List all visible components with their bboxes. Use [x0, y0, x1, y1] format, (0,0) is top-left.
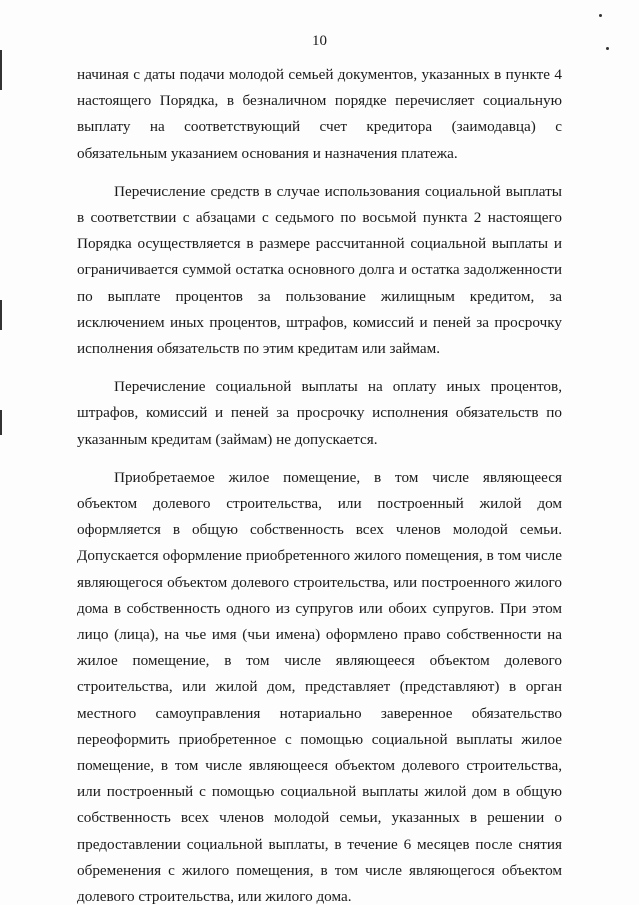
- paragraph: Перечисление средств в случае использования социальной выплаты в соответствии с абзацами с седьмого по восьмой пункта 2 настоящего Порядка осуществляется в размере рассчитанной социальной выплаты и ограничивается суммой остатка основного долга и остатка задолженности по выплате процентов за пользование жилищным кредитом, за исключением иных процентов, штрафов, комиссий и пеней за просрочку исполнения обязательств по этим кредитам или займам.: [77, 182, 562, 358]
- paragraph: Приобретаемое жилое помещение, в том числе являющееся объектом долевого строительства, или построенный жилой дом оформляется в общую собственность всех членов молодой семьи. Допускается оформление приобретенного жилого помещения, в том числе являющегося объектом долевого строительства, или построенного жилого дома в собственность одного из супругов или обоих супругов. При этом лицо (лица), на чье имя (чьи имена) оформлено право собственности на жилое помещение, в том числе являющееся объектом долевого строительства, или жилой дом, представляет (представляют) в орган местного самоуправления нотариально заверенное обязательство переоформить приобретенное с помощью социальной выплаты жилое помещение, в том числе являющееся объектом долевого строительства, или построенный с помощью социальной выплаты жилой дом в общую собственность всех членов молодой семьи, указанных в решении о предоставлении социальной выплаты, в течение 6 месяцев после снятия обременения с жилого помещения, в том числе являющегося объектом долевого строительства, или жилого дома.: [77, 468, 562, 905]
- scan-mark: [0, 300, 2, 330]
- scan-mark: [599, 14, 602, 17]
- scan-mark: [0, 410, 2, 435]
- paragraph: Перечисление социальной выплаты на оплату иных процентов, штрафов, комиссий и пеней за просрочку исполнения обязательств по указанным кредитам (займам) не допускается.: [77, 378, 562, 448]
- paragraph: начиная с даты подачи молодой семьей документов, указанных в пункте 4 настоящего Порядка, в безналичном порядке перечисляет социальную выплату на соответствующий счет кредитора (заимодавца) с обязательным указанием основания и назначения платежа.: [77, 66, 562, 162]
- page-number: 10: [312, 33, 327, 49]
- scan-mark: [0, 50, 2, 90]
- document-body: [77, 62, 562, 905]
